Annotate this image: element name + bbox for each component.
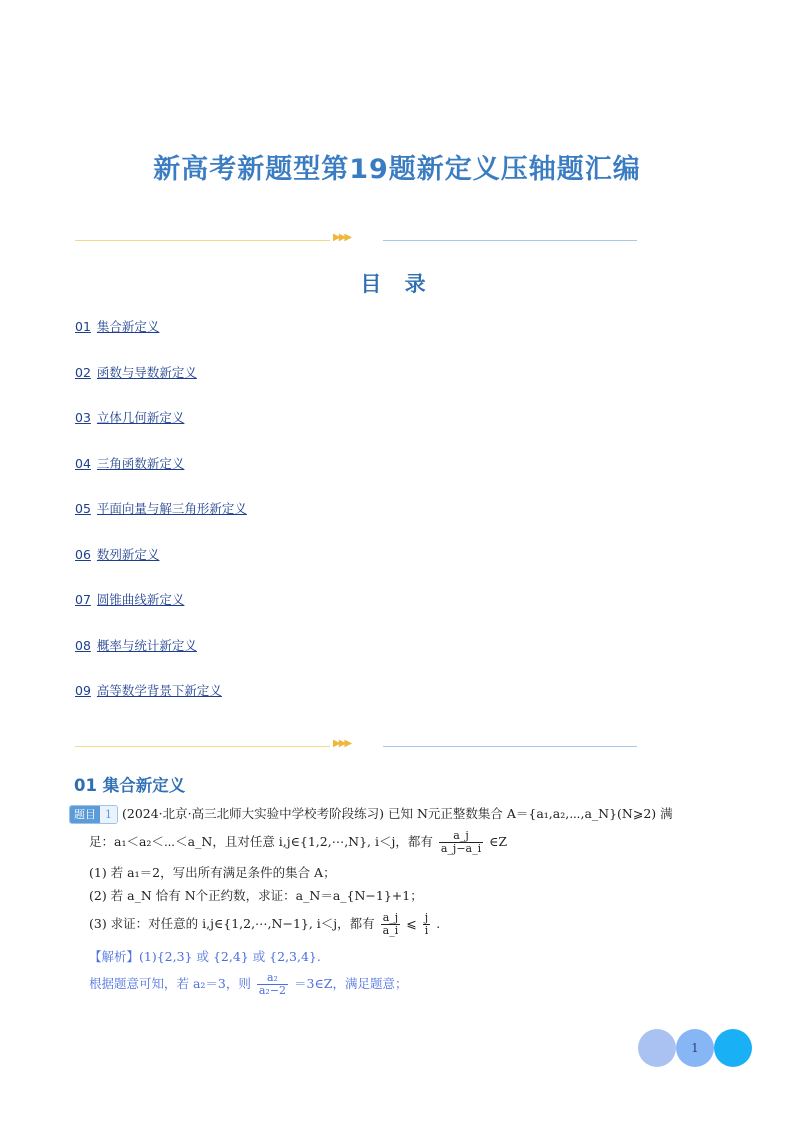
- toc-label: 数列新定义: [96, 546, 160, 562]
- problem-badge: [69, 805, 118, 824]
- toc-link-06[interactable]: [69, 546, 247, 592]
- toc-number: 07: [75, 592, 91, 607]
- toc-number: 09: [75, 683, 91, 698]
- toc-link-02[interactable]: [69, 364, 247, 410]
- condition-text: 足：a₁＜a₂＜⋯＜a_N，且对任意 i,j∈{1,2,⋯,N}, i＜j，都有: [89, 834, 433, 849]
- answer-text-end: ＝3∈Z，满足题意；: [294, 976, 408, 991]
- toc-number: 01: [75, 319, 91, 334]
- toc-label: 三角函数新定义: [96, 455, 185, 471]
- toc-link-08[interactable]: [69, 637, 247, 683]
- badge-number: 1: [100, 806, 117, 823]
- divider-arrows-icon: ▶▶▶: [333, 738, 351, 749]
- question-1: (1) 若 a₁＝2，写出所有满足条件的集合 A；: [89, 865, 336, 880]
- toc-number: 02: [75, 364, 91, 380]
- answer-line-1: 【解析】(1){2,3} 或 {2,4} 或 {2,3,4}.: [89, 949, 321, 964]
- divider-line-left: [75, 746, 330, 747]
- toc-link-01[interactable]: [69, 318, 247, 364]
- toc-label: 高等数学背景下新定义: [96, 683, 222, 698]
- question-3: [89, 912, 440, 937]
- toc-link-03[interactable]: [69, 409, 247, 455]
- toc-label: 概率与统计新定义: [96, 637, 197, 653]
- toc-label: 圆锥曲线新定义: [96, 592, 185, 607]
- toc-number: 04: [75, 455, 91, 471]
- table-of-contents: [69, 318, 247, 728]
- fraction-numerator: j: [423, 912, 431, 925]
- toc-link-09[interactable]: [69, 682, 247, 728]
- section-title: 01 集合新定义: [74, 776, 186, 795]
- document-title: 新高考新题型第19题新定义压轴题汇编: [153, 154, 641, 185]
- toc-link-05[interactable]: [69, 500, 247, 546]
- toc-number: 03: [75, 410, 91, 425]
- question-2: (2) 若 a_N 恰有 N个正约数，求证：a_N＝a_{N−1}+1；: [89, 888, 423, 903]
- problem-line-1: [69, 804, 673, 824]
- toc-label: 平面向量与解三角形新定义: [96, 501, 247, 516]
- question-3-text: (3) 求证：对任意的 i,j∈{1,2,⋯,N−1}, i＜j，都有: [89, 916, 375, 931]
- problem-source: (2024·北京·高三北师大实验中学校考阶段练习): [121, 806, 384, 821]
- inequality-sign: ⩽: [406, 916, 417, 931]
- toc-number: 05: [75, 501, 91, 516]
- divider-line-right: [383, 746, 637, 747]
- question-3-end: .: [436, 916, 441, 931]
- fraction-denominator: i: [424, 924, 429, 937]
- toc-number: 06: [75, 546, 91, 562]
- toc-number: 08: [75, 637, 91, 653]
- fraction-denominator: a_j−a_i: [440, 842, 482, 855]
- divider-line-left: [75, 240, 330, 241]
- divider-bottom: [75, 738, 637, 752]
- fraction-numerator: a_j: [381, 912, 401, 925]
- toc-label: 立体几何新定义: [96, 410, 185, 425]
- fraction-denominator: a₂−2: [258, 984, 287, 997]
- page-number: 1: [691, 1041, 699, 1055]
- fraction-numerator: a₂: [257, 972, 288, 985]
- toc-link-07[interactable]: [69, 591, 247, 637]
- problem-intro: 已知 N元正整数集合 A＝{a₁,a₂,⋯,a_N}(N⩾2) 满: [387, 806, 673, 821]
- divider-top: [75, 232, 637, 246]
- page-circle-right: [714, 1029, 752, 1067]
- page-indicator: [638, 1029, 752, 1067]
- toc-label: 函数与导数新定义: [96, 364, 197, 380]
- divider-arrows-icon: ▶▶▶: [333, 232, 351, 243]
- fraction: [257, 972, 288, 997]
- fraction: [423, 912, 431, 937]
- fraction: [439, 830, 483, 855]
- fraction: [381, 912, 401, 937]
- divider-line-right: [383, 240, 637, 241]
- toc-title: 目 录: [360, 272, 434, 296]
- toc-label: 集合新定义: [96, 319, 160, 334]
- page-circle-left: [638, 1029, 676, 1067]
- condition-end: ∈Z: [489, 834, 508, 849]
- fraction-numerator: a_j: [439, 830, 483, 843]
- toc-link-04[interactable]: [69, 455, 247, 501]
- answer-line-2: [89, 972, 407, 997]
- answer-text: 根据题意可知，若 a₂＝3，则: [89, 976, 251, 991]
- problem-line-2: [89, 830, 507, 855]
- fraction-denominator: a_i: [382, 924, 399, 937]
- badge-label: 题目: [70, 806, 100, 823]
